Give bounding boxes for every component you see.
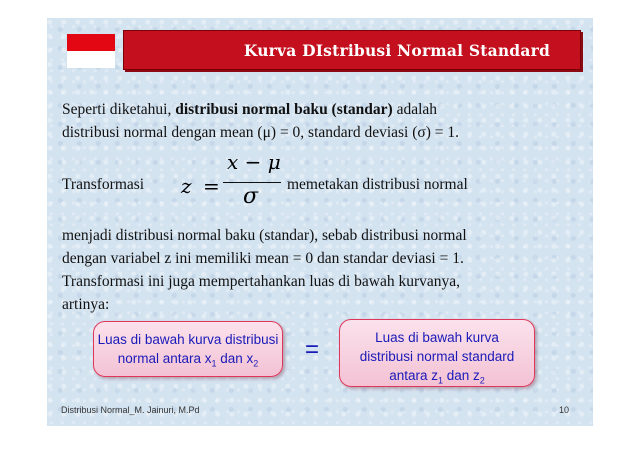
box2-line2: distribusi normal standard xyxy=(359,349,515,364)
z-score-formula xyxy=(181,150,281,210)
area-box-standard xyxy=(339,319,535,387)
paragraph-area xyxy=(62,270,460,316)
box2-mid: dan z xyxy=(443,368,480,383)
p1-line1-pre: Seperti diketahui, xyxy=(62,101,176,118)
p1-line1-post: adalah xyxy=(392,101,438,118)
equals-sign: = xyxy=(305,336,320,363)
transform-rest: memetakan distribusi normal xyxy=(287,176,468,193)
formula-z: z xyxy=(181,174,192,198)
formula-equals: = xyxy=(203,174,220,198)
paragraph-definition xyxy=(62,98,459,144)
p3-line1: Transformasi ini juga mempertahankan luas di bawah kurvanya, xyxy=(62,273,461,290)
formula-numerator: x − μ xyxy=(227,150,281,174)
p3-line2: artinya: xyxy=(62,296,110,313)
box1-line1: Luas di bawah kurva distribusi xyxy=(97,332,279,347)
slide xyxy=(47,18,593,426)
box1-line2-pre: normal antara x xyxy=(117,351,212,366)
transform-label: Transformasi xyxy=(62,176,145,193)
paragraph-explanation xyxy=(62,224,467,270)
p2-line2: dengan variabel z ini memiliki mean = 0 dan standar deviasi = 1. xyxy=(62,250,464,267)
box1-mid: dan x xyxy=(216,351,254,366)
box2-line3-pre: antara z xyxy=(389,368,438,383)
formula-fraction-bar xyxy=(223,182,281,183)
area-box-normal xyxy=(93,321,283,377)
formula-denominator: σ xyxy=(243,184,259,209)
box1-sub1: 1 xyxy=(211,358,217,369)
footer-author: Distribusi Normal_M. Jainuri, M.Pd xyxy=(61,405,200,415)
title-bar xyxy=(123,30,581,70)
p2-line1: menjadi distribusi normal baku (standar), sebab distribusi normal xyxy=(62,227,467,244)
p1-line1-bold: distribusi normal baku (standar) xyxy=(175,101,393,118)
slide-title: Kurva DIstribusi Normal Standard xyxy=(243,40,550,60)
box1-sub2: 2 xyxy=(253,358,259,369)
page-number: 10 xyxy=(558,405,569,415)
box2-sub1: 1 xyxy=(437,375,443,386)
box2-line1: Luas di bawah kurva xyxy=(375,330,499,345)
p1-line2: distribusi normal dengan mean (μ) = 0, standard deviasi (σ) = 1. xyxy=(62,124,460,141)
indonesia-flag-icon xyxy=(67,34,115,68)
box2-sub2: 2 xyxy=(479,375,485,386)
